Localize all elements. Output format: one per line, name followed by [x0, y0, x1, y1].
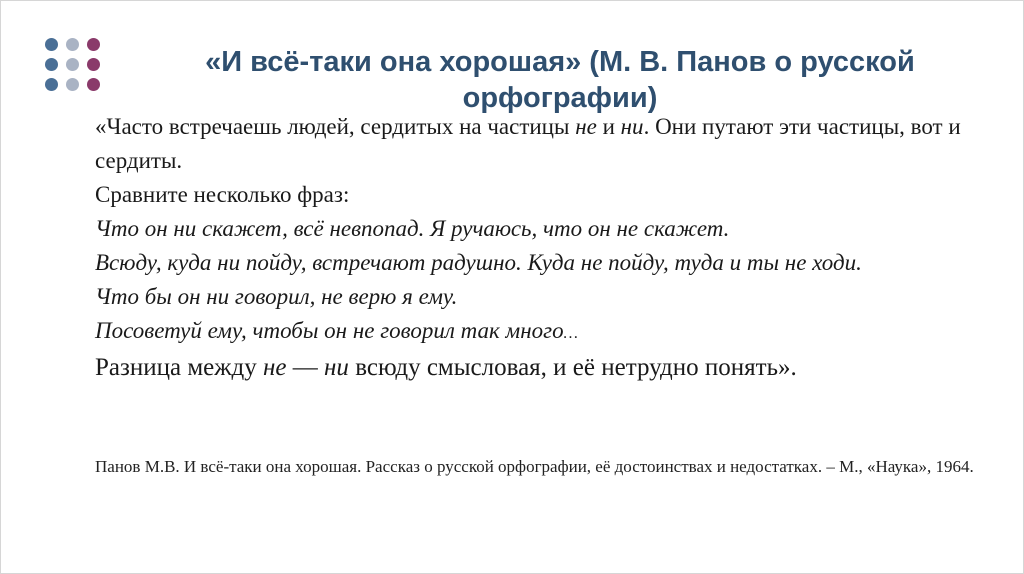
example-1 [95, 212, 975, 246]
dot [66, 38, 79, 51]
example-3 [95, 280, 975, 314]
quote-block [95, 110, 975, 385]
example-4 [95, 314, 975, 351]
dot [45, 38, 58, 51]
slide-title: «И всё-таки она хорошая» (М. В. Панов о русской орфографии) [205, 46, 915, 114]
ellipsis: … [563, 325, 578, 342]
quote-intro [95, 110, 975, 178]
example-text: Всюду, куда ни пойду, встречают радушно. Куда не пойду, туда и ты не ходи. [95, 250, 862, 275]
dot [87, 58, 100, 71]
dot [45, 58, 58, 71]
particle-ne: не [575, 114, 597, 139]
quote-text: и [596, 114, 621, 139]
conclusion [95, 351, 975, 385]
particle-ni: ни [324, 354, 349, 381]
quote-text: «Часто встречаешь людей, сердитых на частицы [95, 114, 576, 139]
example-text: Что он ни скажет, всё невпопад. Я ручаюсь, что он не скажет. [95, 216, 730, 241]
dot [66, 78, 79, 91]
dot [66, 58, 79, 71]
example-2 [95, 246, 975, 280]
compare-line: Сравните несколько фраз: [95, 182, 350, 207]
dot [87, 38, 100, 51]
dash: — [286, 354, 325, 381]
dot [45, 78, 58, 91]
quote-text: . Они путают эти частицы, вот и сердиты. [95, 114, 961, 173]
particle-ne: не [263, 354, 287, 381]
quote-text: всюду смысловая, и её нетрудно понять». [348, 354, 797, 381]
particle-ni: ни [620, 114, 644, 139]
example-text: Посоветуй ему, чтобы он не говорил так много [95, 318, 564, 343]
quote-text: Разница между [95, 354, 264, 381]
dot [87, 78, 100, 91]
bibliographic-reference: Панов М.В. И всё-таки она хорошая. Рассказ о русской орфографии, её достоинствах и недостатках. – М., «Наука», 1964. [95, 457, 974, 476]
decorative-dots [45, 38, 101, 94]
example-text: Что бы он ни говорил, не верю я ему. [95, 284, 458, 309]
